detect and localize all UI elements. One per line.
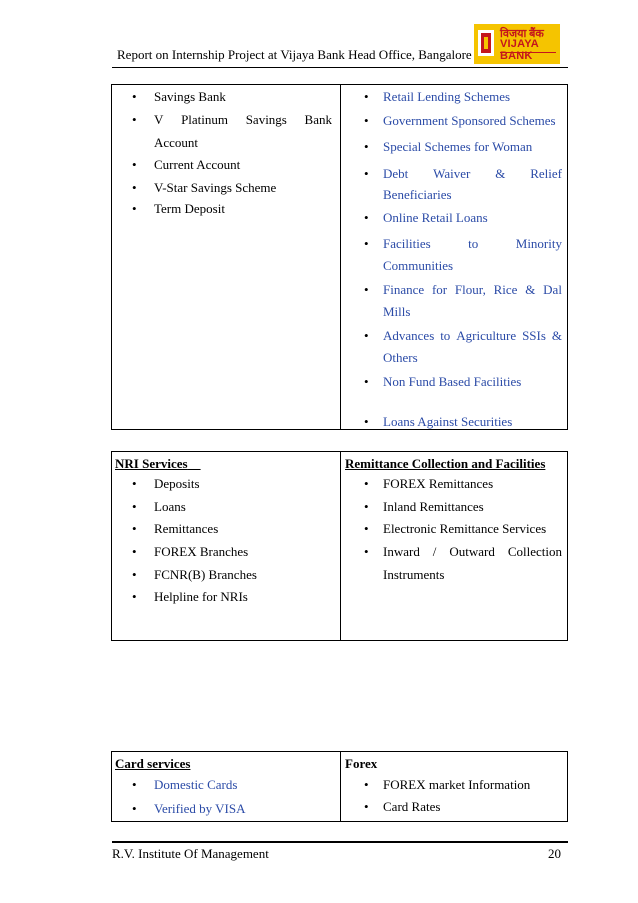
link-item-continuation[interactable]: Others (383, 350, 418, 365)
list-item-continuation: Account (154, 135, 199, 150)
bullet-icon: • (132, 180, 137, 195)
column-divider (340, 85, 341, 429)
bullet-icon: • (364, 113, 369, 128)
column-divider (340, 752, 341, 821)
nri-services-heading: NRI Services (115, 456, 188, 471)
logo-hindi-text: विजया बैंक (500, 28, 544, 40)
bullet-icon: • (364, 414, 369, 429)
list-item: FOREX Branches (154, 544, 249, 559)
link-item[interactable]: Loans Against Securities (383, 414, 513, 429)
bullet-icon: • (364, 166, 369, 181)
bullet-icon: • (364, 476, 369, 491)
page-header-title: Report on Internship Project at Vijaya Bank Head Office, Bangalore (117, 47, 472, 62)
bullet-icon: • (132, 89, 137, 104)
bullet-icon: • (364, 799, 369, 814)
list-item: Helpline for NRIs (154, 589, 248, 604)
link-item[interactable]: Government Sponsored Schemes (383, 113, 556, 128)
link-item[interactable]: Non Fund Based Facilities (383, 374, 522, 389)
link-item[interactable]: Retail Lending Schemes (383, 89, 511, 104)
bullet-icon: • (132, 201, 137, 216)
list-item: Current Account (154, 157, 241, 172)
remittance-heading: Remittance Collection and Facilities (345, 456, 546, 471)
list-item: Inland Remittances (383, 499, 484, 514)
list-item-justified (154, 112, 332, 127)
column-divider (340, 452, 341, 640)
link-item-justified[interactable]: Debt Waiver & Relief (383, 166, 562, 181)
services-table-3 (111, 751, 568, 822)
bullet-icon: • (132, 801, 137, 816)
bullet-icon: • (132, 157, 137, 172)
bullet-icon: • (364, 210, 369, 225)
vijaya-bank-logo (474, 24, 560, 64)
bullet-icon: • (132, 499, 137, 514)
link-item-justified[interactable]: Facilities to Minority (383, 236, 562, 251)
bullet-icon: • (364, 328, 369, 343)
services-table-1 (111, 84, 568, 430)
list-item: FCNR(B) Branches (154, 567, 257, 582)
link-item[interactable]: Online Retail Loans (383, 210, 488, 225)
bullet-icon: • (364, 89, 369, 104)
list-item: Loans (154, 499, 186, 514)
bullet-icon: • (364, 282, 369, 297)
link-item-justified[interactable]: Finance for Flour, Rice & Dal (383, 282, 562, 297)
link-item-continuation[interactable]: Communities (383, 258, 454, 273)
link-item[interactable]: Domestic Cards (154, 777, 238, 792)
bullet-icon: • (364, 374, 369, 389)
link-item[interactable]: Special Schemes for Woman (383, 139, 533, 154)
bullet-icon: • (364, 544, 369, 559)
link-item[interactable]: Verified by VISA (154, 801, 246, 816)
bullet-icon: • (364, 236, 369, 251)
bullet-icon: • (132, 476, 137, 491)
link-item-continuation[interactable]: Beneficiaries (383, 187, 452, 202)
bullet-icon: • (132, 521, 137, 536)
card-services-heading: Card services (115, 756, 191, 771)
footer-rule (112, 841, 568, 843)
list-item-continuation: Instruments (383, 567, 445, 582)
list-item: FOREX market Information (383, 777, 531, 792)
word: V (154, 112, 164, 127)
list-item: FOREX Remittances (383, 476, 494, 491)
logo-tagline-line (500, 52, 556, 59)
list-item: V-Star Savings Scheme (154, 180, 277, 195)
bullet-icon: • (132, 544, 137, 559)
bullet-icon: • (132, 567, 137, 582)
list-item: Remittances (154, 521, 219, 536)
logo-name-text: VIJAYA BANK (500, 38, 539, 62)
word: Bank (304, 112, 332, 127)
word: Platinum (181, 112, 229, 127)
bullet-icon: • (132, 589, 137, 604)
link-item-continuation[interactable]: Mills (383, 304, 411, 319)
list-item: Card Rates (383, 799, 441, 814)
bullet-icon: • (364, 139, 369, 154)
bullet-icon: • (132, 777, 137, 792)
list-item: Savings Bank (154, 89, 226, 104)
header-rule (112, 67, 568, 68)
bullet-icon: • (364, 777, 369, 792)
forex-heading: Forex (345, 756, 378, 771)
list-item: Electronic Remittance Services (383, 521, 547, 536)
page-number: 20 (548, 846, 561, 861)
list-item-justified: Inward / Outward Collection (383, 544, 562, 559)
bullet-icon: • (364, 521, 369, 536)
bullet-icon: • (364, 499, 369, 514)
list-item: Term Deposit (154, 201, 225, 216)
bank-emblem-icon (478, 30, 494, 56)
word: Savings (245, 112, 287, 127)
link-item-justified[interactable]: Advances to Agriculture SSIs & (383, 328, 562, 343)
footer-institute: R.V. Institute Of Management (112, 846, 269, 861)
services-table-2 (111, 451, 568, 641)
bullet-icon: • (132, 112, 137, 127)
list-item: Deposits (154, 476, 200, 491)
